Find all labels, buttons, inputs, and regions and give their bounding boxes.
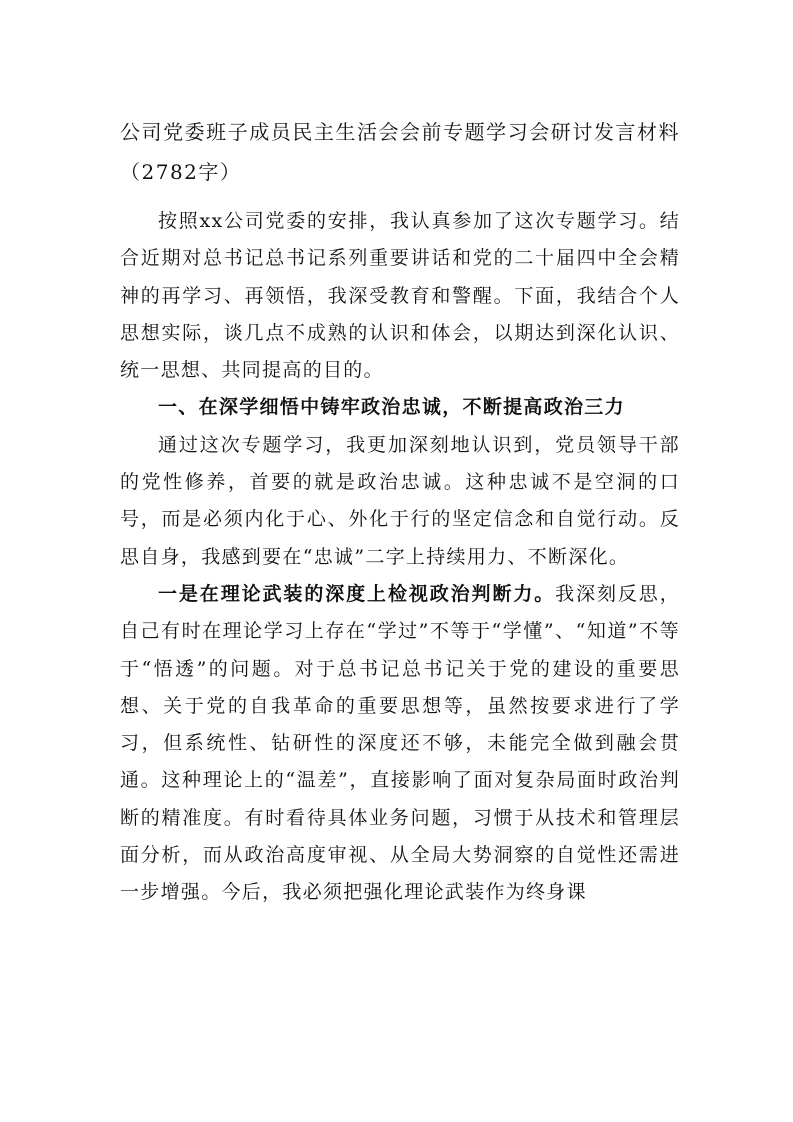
intro-paragraph: 按照xx公司党委的安排，我认真参加了这次专题学习。结合近期对总书记总书记系列重要讲话和党的二十届四中全会精神的再学习、再领悟，我深受教育和警醒。下面，我结合个人思想实际，谈几点不成熟的认识和体会，以期达到深化认识、统一思想、共同提高的目的。 bbox=[120, 210, 680, 382]
point-1-lead: 一是在理论武装的深度上检视政治判断力。 bbox=[158, 582, 556, 605]
section-heading-1: 一、在深学细悟中铸牢政治忠诚，不断提高政治三力 bbox=[158, 396, 625, 419]
point-1-body: 我深刻反思，自己有时在理论学习上存在“学过”不等于“学懂”、“知道”不等于“悟透”的问题。对于总书记总书记关于党的建设的重要思想、关于党的自我革命的重要思想等，虽然按要求进行了学习，但系统性、钻研性的深度还不够，未能完全做到融会贯通。这种理论上的“温差”，直接影响了面对复杂局面时政治判断的精准度。有时看待具体业务问题，习惯于从技术和管理层面分析，而从政治高度审视、从全局大势洞察的自觉性还需进一步增强。今后，我必须把强化理论武装作为终身课 bbox=[120, 582, 680, 904]
document-title: 公司党委班子成员民主生活会会前专题学习会研讨发言材料（2782字） bbox=[120, 120, 680, 184]
section-1-paragraph: 通过这次专题学习，我更加深刻地认识到，党员领导干部的党性修养，首要的就是政治忠诚。这种忠诚不是空洞的口号，而是必须内化于心、外化于行的坚定信念和自觉行动。反思自身，我感到要在“忠诚”二字上持续用力、不断深化。 bbox=[120, 433, 680, 568]
document-body bbox=[120, 112, 680, 912]
point-1-paragraph bbox=[120, 576, 680, 912]
